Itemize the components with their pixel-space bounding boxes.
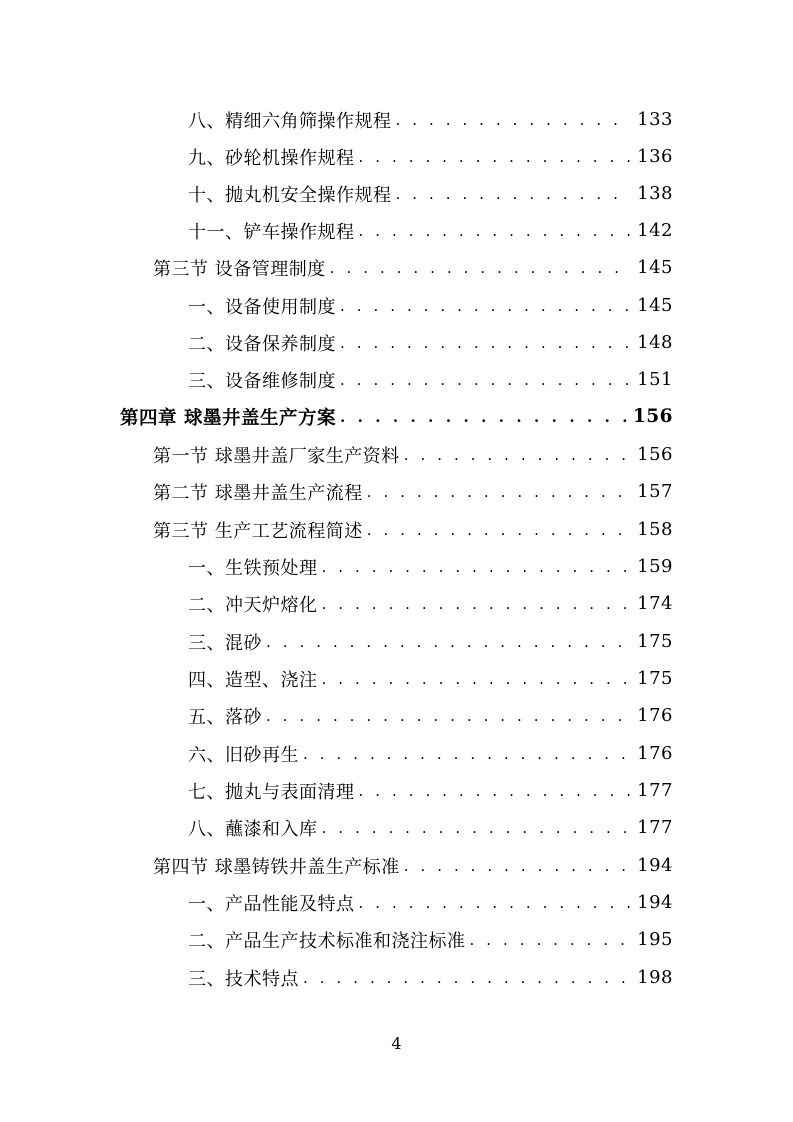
dot-leader	[322, 819, 632, 837]
dot-leader	[404, 857, 631, 875]
toc-entry-title: 二、设备保养制度	[188, 333, 336, 355]
toc-entry[interactable]	[188, 959, 673, 996]
dot-leader	[303, 969, 631, 987]
toc-entry-page: 177	[637, 817, 673, 838]
dot-leader	[470, 931, 632, 949]
toc-chapter-entry[interactable]	[120, 398, 673, 435]
toc-entry[interactable]	[188, 772, 673, 809]
toc-entry-title: 一、设备使用制度	[188, 296, 336, 318]
toc-entry-page: 156	[637, 444, 673, 465]
dot-leader	[266, 633, 631, 651]
toc-entry-page: 145	[637, 295, 673, 316]
toc-entry-page: 194	[637, 855, 673, 876]
dot-leader	[322, 595, 632, 613]
dot-leader	[322, 558, 632, 576]
toc-entry-page: 176	[637, 705, 673, 726]
toc-entry[interactable]	[188, 884, 673, 921]
dot-leader	[330, 259, 631, 277]
dot-leader	[359, 148, 632, 166]
toc-entry[interactable]	[188, 809, 673, 846]
toc-entry-page: 195	[637, 929, 673, 950]
toc-entry[interactable]	[188, 324, 673, 361]
toc-entry-page: 136	[637, 146, 673, 167]
toc-entry[interactable]	[188, 921, 673, 958]
toc-entry-page: 176	[637, 743, 673, 764]
toc-entry-page: 177	[637, 780, 673, 801]
dot-leader	[340, 408, 627, 426]
toc-entry-page: 142	[637, 220, 673, 241]
toc-entry-page: 138	[637, 183, 673, 204]
toc-entry[interactable]	[188, 175, 673, 212]
toc-entry-title: 十一、铲车操作规程	[188, 221, 355, 243]
toc-entry[interactable]	[188, 660, 673, 697]
toc-entry[interactable]	[153, 249, 673, 286]
toc-entry-title: 第四节 球墨铸铁井盖生产标准	[153, 856, 400, 878]
page-number: 4	[391, 1034, 402, 1053]
dot-leader	[322, 670, 632, 688]
toc-entry[interactable]	[188, 361, 673, 398]
dot-leader	[396, 185, 632, 203]
dot-leader	[266, 707, 631, 725]
dot-leader	[367, 483, 631, 501]
toc-entry-page: 198	[637, 967, 673, 988]
dot-leader	[359, 222, 632, 240]
toc-entry[interactable]	[188, 735, 673, 772]
toc-entry-title: 一、产品性能及特点	[188, 893, 355, 915]
toc-entry-title: 二、冲天炉熔化	[188, 594, 318, 616]
toc-entry-page: 159	[637, 556, 673, 577]
toc-entry[interactable]	[188, 138, 673, 175]
toc-entry-title: 第二节 球墨井盖生产流程	[153, 482, 363, 504]
toc-entry-page: 175	[637, 631, 673, 652]
toc-entry-page: 157	[637, 481, 673, 502]
toc-entry-page: 174	[637, 593, 673, 614]
toc-entry-page: 175	[637, 668, 673, 689]
toc-entry-title: 六、旧砂再生	[188, 744, 299, 766]
toc-entry-title: 四、造型、浇注	[188, 669, 318, 691]
toc-entry-title: 三、设备维修制度	[188, 370, 336, 392]
toc-entry[interactable]	[153, 473, 673, 510]
dot-leader	[340, 297, 631, 315]
dot-leader	[359, 782, 632, 800]
toc-entry[interactable]	[153, 511, 673, 548]
dot-leader	[396, 111, 632, 129]
toc-entry[interactable]	[188, 287, 673, 324]
dot-leader	[359, 894, 632, 912]
toc-entry-title: 七、抛丸与表面清理	[188, 781, 355, 803]
toc-entry-title: 第三节 设备管理制度	[153, 258, 326, 280]
toc-entry[interactable]	[153, 436, 673, 473]
dot-leader	[367, 521, 631, 539]
toc-entry-page: 151	[637, 369, 673, 390]
toc-entry[interactable]	[188, 212, 673, 249]
toc-entry-page: 156	[632, 406, 673, 427]
toc-entry-title: 三、混砂	[188, 632, 262, 654]
toc-entry-title: 五、落砂	[188, 706, 262, 728]
toc-entry[interactable]	[188, 585, 673, 622]
toc-entry[interactable]	[188, 697, 673, 734]
toc-entry-title: 三、技术特点	[188, 968, 299, 990]
dot-leader	[340, 334, 631, 352]
toc-entry-title: 八、精细六角筛操作规程	[188, 110, 392, 132]
dot-leader	[404, 446, 631, 464]
toc-entry-page: 148	[637, 332, 673, 353]
toc-entry-title: 第一节 球墨井盖厂家生产资料	[153, 445, 400, 467]
toc-entry-page: 194	[637, 892, 673, 913]
toc-entry-title: 第四章 球墨井盖生产方案	[120, 407, 336, 429]
toc-entry-page: 158	[637, 519, 673, 540]
toc-entry-title: 十、抛丸机安全操作规程	[188, 184, 392, 206]
toc-entry[interactable]	[188, 101, 673, 138]
toc-entry[interactable]	[153, 847, 673, 884]
toc-entry-title: 第三节 生产工艺流程简述	[153, 520, 363, 542]
toc-entry-title: 二、产品生产技术标准和浇注标准	[188, 930, 466, 952]
dot-leader	[303, 745, 631, 763]
toc-entry-title: 一、生铁预处理	[188, 557, 318, 579]
toc-entry-title: 九、砂轮机操作规程	[188, 147, 355, 169]
toc-entry-page: 133	[637, 109, 673, 130]
toc-entry-page: 145	[637, 257, 673, 278]
toc-entry-title: 八、蘸漆和入库	[188, 818, 318, 840]
toc-entry[interactable]	[188, 623, 673, 660]
dot-leader	[340, 371, 631, 389]
toc-entry[interactable]	[188, 548, 673, 585]
